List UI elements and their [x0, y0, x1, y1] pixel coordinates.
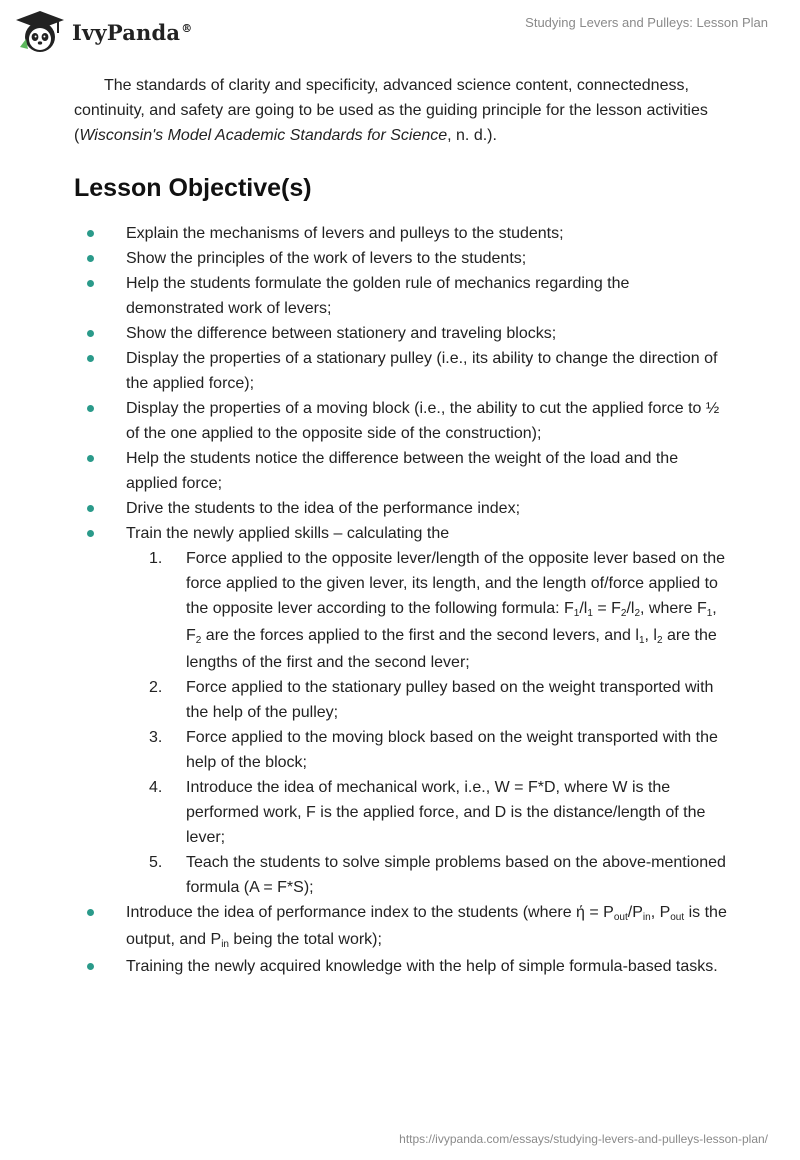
document-title: Studying Levers and Pulleys: Lesson Plan: [525, 15, 768, 30]
list-item: Show the difference between stationery and traveling blocks;: [74, 321, 728, 346]
bullet-dot: [87, 909, 94, 916]
list-item: Introduce the idea of performance index to the students (where ή = Pout/Pin, Pout is the output, and Pin being the total work);: [74, 900, 728, 954]
panda-icon: [14, 9, 66, 55]
numbered-item: 3. Force applied to the moving block based on the weight transported with the help of the block;: [149, 729, 718, 771]
bullet-dot: [87, 963, 94, 970]
ivypanda-logo[interactable]: [14, 8, 204, 56]
list-item: Help the students formulate the golden rule of mechanics regarding the demonstrated work of levers;: [74, 271, 728, 321]
article-content: [74, 73, 728, 979]
numbered-item: 1. Force applied to the opposite lever/length of the opposite lever based on the force applied to the given lever, its length, and the length of/force applied to the opposite lever according to the following formula: F1/l1 = F2/l2, where F1, F2 are the forces applied to the first and the second levers, and l1, l2 are the lengths of the first and the second lever;: [149, 550, 726, 671]
bullet-dot: [87, 455, 94, 462]
list-item: Help the students notice the difference between the weight of the load and the applied force;: [74, 446, 728, 496]
numbered-item: 4. Introduce the idea of mechanical work, i.e., W = F*D, where W is the performed work, F is the applied force, and D is the distance/length of the lever;: [149, 779, 706, 846]
list-item: Train the newly applied skills – calculating the 1. Force applied to the opposite lever/length of the opposite lever based on the force applied to the given lever, its length, and the length of/force applied to the opposite lever according to the following formula: F1/l1 = F2/l2, where F1, F2 are the forces applied to the first and the second levers, and l1, l2 are the lengths of the first and the second lever; 2. Force applied to the stationary pulley based on the weight transported with the help of the pulley; 3. Force applied to the moving block based on the weight transported with the help of the block; 4. Introduce the idea of mechanical work, i.e., W = F*D, where W is the performed work, F is the applied force, and D is the distance/length of the lever; 5. Teach the students to solve simple problems based on the above-mentioned formula (A = F*S);: [74, 521, 728, 900]
list-item: Show the principles of the work of levers to the students;: [74, 246, 728, 271]
citation-title: Wisconsin's Model Academic Standards for Science: [79, 127, 448, 144]
list-item: Explain the mechanisms of levers and pulleys to the students;: [74, 221, 728, 246]
calculation-steps-list: [126, 546, 728, 900]
bullet-dot: [87, 255, 94, 262]
source-url[interactable]: https://ivypanda.com/essays/studying-levers-and-pulleys-lesson-plan/: [399, 1132, 768, 1146]
objectives-list: [74, 221, 728, 979]
page-header: [0, 0, 800, 60]
bullet-dot: [87, 505, 94, 512]
list-item: Training the newly acquired knowledge with the help of simple formula-based tasks.: [74, 954, 728, 979]
bullet-dot: [87, 405, 94, 412]
bullet-dot: [87, 230, 94, 237]
bullet-dot: [87, 530, 94, 537]
section-heading: Lesson Objective(s): [74, 174, 312, 202]
bullet-dot: [87, 330, 94, 337]
intro-paragraph: The standards of clarity and specificity, advanced science content, connectedness, continuity, and safety are going to be used as the guiding principle for the lesson activities (Wisconsin's Model Academic Standards for Science, n. d.).: [74, 77, 708, 144]
brand-name: IvyPanda®: [72, 19, 193, 45]
list-item: Display the properties of a moving block (i.e., the ability to cut the applied force to ½ of the one applied to the opposite side of the construction);: [74, 396, 728, 446]
list-item: Drive the students to the idea of the performance index;: [74, 496, 728, 521]
numbered-item: 2. Force applied to the stationary pulley based on the weight transported with the help of the pulley;: [149, 679, 714, 721]
list-item: Display the properties of a stationary pulley (i.e., its ability to change the direction of the applied force);: [74, 346, 728, 396]
numbered-item: 5. Teach the students to solve simple problems based on the above-mentioned formula (A = F*S);: [149, 854, 726, 896]
bullet-dot: [87, 280, 94, 287]
bullet-dot: [87, 355, 94, 362]
